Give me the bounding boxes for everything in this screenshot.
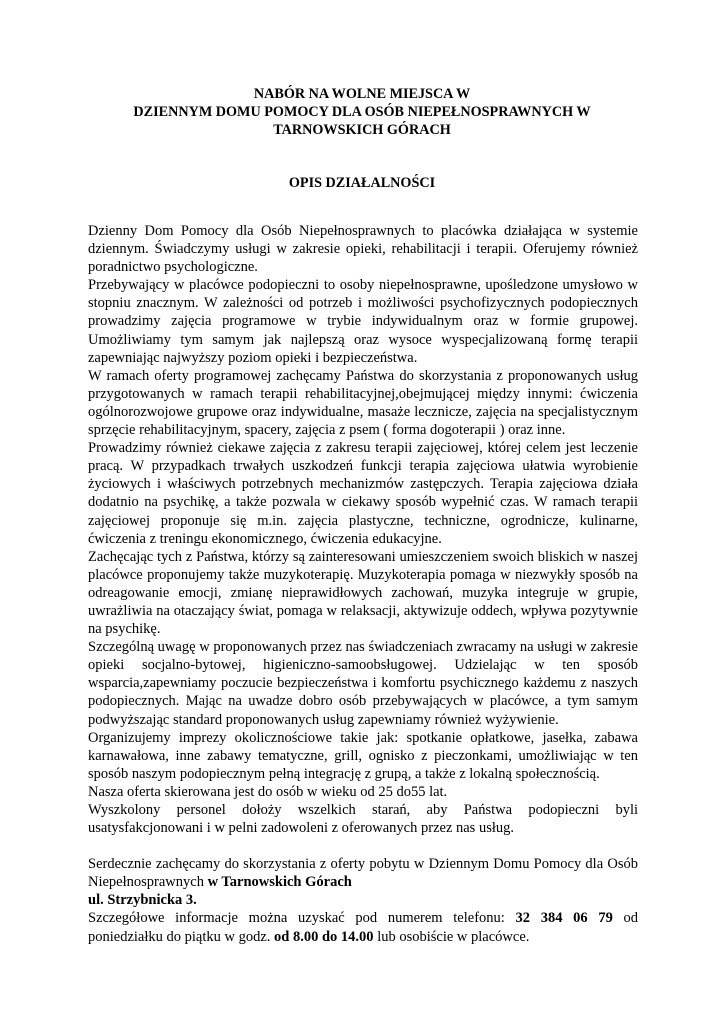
paragraph-address: [88, 891, 638, 909]
document-subtitle: [88, 174, 636, 192]
paragraph-occupational-therapy: Prowadzimy również ciekawe zajęcia z zakresu terapii zajęciowej, której celem jest leczenie pracą. W przypadkach trwałych uszkodzeń funkcji terapia zajęciowa ułatwia wyrobienie życiowych i właściwych potrzebnych mechanizmów zastępczych. Terapia zajęciowa działa dodatnio na psychikę, a także pozwala w ciekawy sposób wypełnić czas. W ramach terapii zajęciowej proponuje się m.in. zajęcia plastyczne, techniczne, ogrodnicze, kulinarne, ćwiczenia z treningu ekonomicznego, ćwiczenia edukacyjne.: [88, 440, 638, 547]
address-text: ul. Strzybnicka 3.: [88, 892, 197, 909]
paragraph-spacer: [88, 837, 638, 855]
contact-text-1: Szczegółowe informacje można uzyskać pod numerem telefonu:: [88, 910, 516, 927]
paragraph-events: Organizujemy imprezy okolicznościowe takie jak: spotkanie opłatkowe, jasełka, zabawa karnawałowa, inne zabawy tematyczne, grill, ognisko z pieczonkami, umożliwiając w ten sposób naszym podopiecznym pełną integrację z grupą, a także z lokalną społecznością.: [88, 729, 638, 782]
invitation-city: w Tarnowskich Górach: [207, 874, 352, 891]
paragraph-age-range: Nasza oferta skierowana jest do osób w wieku od 25 do55 lat.: [88, 783, 448, 800]
paragraph-contact: [88, 909, 638, 945]
contact-text-2: od poniedziałku do piątku w godz.: [88, 910, 638, 945]
title-line-2: DZIENNYM DOMU POMOCY DLA OSÓB NIEPEŁNOSPRAWNYCH W: [133, 104, 591, 120]
title-line-1: NABÓR NA WOLNE MIEJSCA W: [253, 86, 471, 102]
office-hours: od 8.00 do 14.00: [274, 928, 374, 945]
document-body: [88, 222, 638, 946]
paragraph-music-therapy: Zachęcając tych z Państwa, którzy są zainteresowani umieszczeniem swoich bliskich w naszej placówce proponujemy także muzykoterapię. Muzykoterapia pomaga w niezwykły sposób na odreagowanie emocji, zmianę nieprawidłowych zachowań, muzyka integruje w grupie, uwrażliwia na otaczający świat, pomaga w relaksacji, aktywizuje oddech, wpływa pozytywnie na psychikę.: [88, 548, 638, 638]
contact-text-3: lub osobiście w placówce.: [373, 928, 530, 945]
title-line-3: TARNOWSKICH GÓRACH: [273, 122, 451, 138]
paragraph-invitation: [88, 855, 638, 891]
paragraph-residents: Przebywający w placówce podopieczni to osoby niepełnosprawne, upośledzone umysłowo w stopniu znacznym. W zależności od potrzeb i możliwości psychofizycznych podopiecznych prowadzimy zajęcia programowe w trybie indywidualnym oraz w formie grupowej. Umożliwiamy tym samym jak najlepszą oraz wysoce wyspecjalizowaną formę terapii zapewniając najwyższy poziom opieki i bezpieczeństwa.: [88, 277, 638, 366]
paragraph-rehabilitation: W ramach oferty programowej zachęcamy Państwa do skorzystania z proponowanych usług przygotowanych w ramach terapii rehabilitacyjnej,obejmującej między innymi: ćwiczenia ogólnorozwojowe grupowe oraz indywidualne, masaże lecznicze, zajęcia na specjalistycznym sprzęcie rehabilitacyjnym, spacery, zajęcia z psem ( forma dogoterapii ) oraz inne.: [88, 367, 638, 439]
paragraph-staff: Wyszkolony personel dołoży wszelkich starań, aby Państwa podopieczni byli usatysfakcjonowani i w pelni zadowoleni z oferowanych przez nas usług.: [88, 802, 638, 837]
phone-number: 32 384 06 79: [515, 910, 613, 927]
document-title: [88, 85, 636, 139]
invitation-text: Serdecznie zachęcamy do skorzystania z oferty pobytu w Dziennym Domu Pomocy dla Osób Niepełnosprawnych: [88, 856, 638, 891]
subtitle-text: OPIS DZIAŁALNOŚCI: [288, 175, 436, 191]
paragraph-care-services: Szczególną uwagę w proponowanych przez nas świadczeniach zwracamy na usługi w zakresie opieki socjalno-bytowej, higieniczno-samoobsługowej. Udzielając w ten sposób wsparcia,zapewniamy poczucie bezpieczeństwa i komfortu psychicznego każdemu z naszych podopiecznych. Mając na uwadze dobro osób przebywających w placówce, a tym samym podwyższając standard proponowanych usług zapewniamy również wyżywienie.: [88, 639, 638, 728]
paragraph-intro: Dzienny Dom Pomocy dla Osób Niepełnosprawnych to placówka działająca w systemie dziennym. Świadczymy usługi w zakresie opieki, rehabilitacji i terapii. Oferujemy również poradnictwo psychologiczne.: [88, 223, 638, 276]
